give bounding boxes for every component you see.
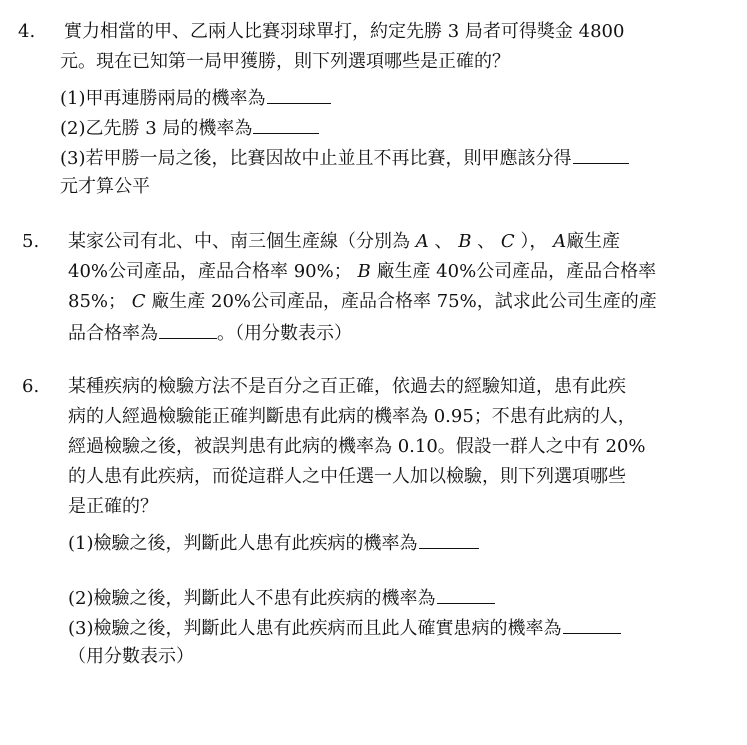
problem-text-line: 某家公司有北、中、南三個生產線（分別為 A 、 B 、 C ）， A廠生產 — [68, 231, 621, 252]
sub-question-2 — [60, 115, 319, 139]
answer-blank[interactable] — [437, 585, 495, 604]
problem-text-line: 元。現在已知第一局甲獲勝，則下列選項哪些是正確的？ — [60, 51, 510, 72]
problem-number: 4. — [18, 21, 36, 42]
problem-text-line: 是正確的？ — [68, 496, 158, 517]
sub-question-1 — [68, 530, 479, 554]
problem-text-line: 某種疾病的檢驗方法不是百分之百正確，依過去的經驗知道，患有此疾 — [68, 376, 626, 397]
variable-b: B — [458, 231, 472, 252]
sub-question-1 — [60, 85, 331, 109]
problem-text-line: 實力相當的甲、乙兩人比賽羽球單打，約定先勝 3 局者可得獎金 4800 — [64, 21, 625, 42]
problem-text-line: 40%公司產品，產品合格率 90%； B 廠生產 40%公司產品，產品合格率 — [68, 261, 657, 282]
variable-b: B — [357, 261, 371, 282]
answer-blank[interactable] — [267, 85, 331, 104]
answer-blank[interactable] — [419, 530, 479, 549]
problem-number: 6. — [22, 376, 40, 397]
problem-text-line: 經過檢驗之後，被誤判患有此病的機率為 0.10。假設一群人之中有 20% — [68, 436, 646, 457]
sub-question-text: (1)甲再連勝兩局的機率為 — [60, 88, 266, 109]
problem-number: 5. — [22, 231, 40, 252]
problem-text-line: 品合格率為 。（用分數表示） — [68, 320, 352, 344]
sub-question-text: (3)若甲勝一局之後，比賽因故中止並且不再比賽，則甲應該分得 — [60, 148, 572, 169]
answer-blank[interactable] — [563, 615, 621, 634]
sub-question-text: (2)乙先勝 3 局的機率為 — [60, 118, 253, 139]
problem-text-line: 元才算公平 — [60, 176, 150, 197]
answer-blank[interactable] — [159, 320, 217, 339]
problem-text-line: （用分數表示） — [68, 646, 194, 667]
variable-a: A — [553, 231, 567, 252]
answer-blank[interactable] — [573, 145, 629, 164]
sub-question-2 — [68, 585, 495, 609]
sub-question-3 — [68, 615, 621, 639]
problem-text-line: 病的人經過檢驗能正確判斷患有此病的機率為 0.95；不患有此病的人， — [68, 406, 636, 427]
answer-blank[interactable] — [253, 115, 319, 134]
problem-text-line: 的人患有此疾病，而從這群人之中任選一人加以檢驗，則下列選項哪些 — [68, 466, 626, 487]
variable-c: C — [131, 291, 146, 312]
sub-question-text: (3)檢驗之後，判斷此人患有此疾病而且此人確實患病的機率為 — [68, 618, 562, 639]
sub-question-3 — [60, 145, 629, 169]
problem-text-line: 85%； C 廠生產 20%公司產品，產品合格率 75%，試求此公司生產的產 — [68, 291, 657, 312]
sub-question-text: (2)檢驗之後，判斷此人不患有此疾病的機率為 — [68, 588, 436, 609]
variable-a: A — [415, 231, 429, 252]
sub-question-text: (1)檢驗之後，判斷此人患有此疾病的機率為 — [68, 533, 418, 554]
variable-c: C — [500, 231, 515, 252]
